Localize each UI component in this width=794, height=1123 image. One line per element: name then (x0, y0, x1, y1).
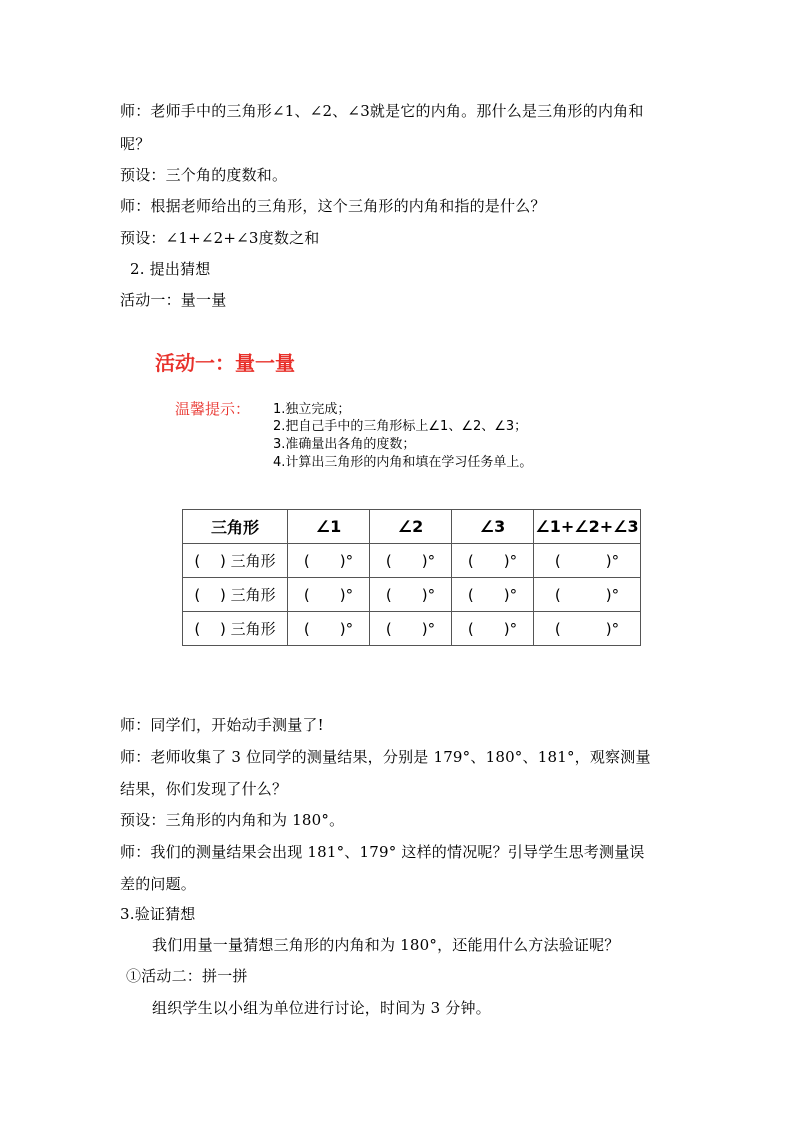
header-cell: ∠1 (288, 510, 370, 544)
tip-label: 温馨提示： (175, 400, 251, 418)
table-cell: ( )° (288, 612, 370, 646)
table-cell: ( )° (534, 612, 641, 646)
paragraph-line: 预设：三个角的度数和。 (120, 166, 288, 184)
table-cell: ( )° (534, 578, 641, 612)
paragraph-line: 组织学生以小组为单位进行讨论，时间为 3 分钟。 (152, 999, 491, 1017)
header-cell: 三角形 (183, 510, 288, 544)
paragraph-line: 预设：三角形的内角和为 180°。 (120, 811, 345, 829)
table-cell: ( )° (288, 578, 370, 612)
table-cell: ( ) 三角形 (183, 578, 288, 612)
paragraph-line: 师：老师收集了 3 位同学的测量结果，分别是 179°、180°、181°，观察测量 (120, 748, 651, 766)
table-header-row (183, 510, 641, 544)
header-cell: ∠1+∠2+∠3 (534, 510, 641, 544)
table-cell: ( )° (452, 578, 534, 612)
paragraph-line: 差的问题。 (120, 875, 197, 893)
table-row (183, 612, 641, 646)
table-cell: ( ) 三角形 (183, 544, 288, 578)
section-heading: 2. 提出猜想 (130, 260, 211, 278)
paragraph-line: 呢？ (120, 135, 151, 153)
table-row (183, 578, 641, 612)
table-cell: ( )° (370, 578, 452, 612)
table-cell: ( )° (288, 544, 370, 578)
header-cell: ∠2 (370, 510, 452, 544)
table-cell: ( )° (452, 612, 534, 646)
activity-heading: 活动一：量一量 (120, 291, 227, 309)
table-cell: ( )° (370, 612, 452, 646)
paragraph-line: 师：同学们，开始动手测量了! (120, 716, 324, 734)
table-cell: ( )° (534, 544, 641, 578)
paragraph-line: 师：根据老师给出的三角形，这个三角形的内角和指的是什么？ (120, 197, 546, 215)
section-heading: 3.验证猜想 (120, 905, 196, 923)
tip-item: 2.把自己手中的三角形标上∠1、∠2、∠3； (273, 419, 528, 434)
paragraph-line: 师：老师手中的三角形∠1、∠2、∠3就是它的内角。那什么是三角形的内角和 (120, 102, 644, 120)
header-cell: ∠3 (452, 510, 534, 544)
table-cell: ( ) 三角形 (183, 612, 288, 646)
tip-item: 3.准确量出各角的度数； (273, 437, 416, 452)
paragraph-line: 结果，你们发现了什么？ (120, 780, 288, 798)
measurement-table (182, 509, 641, 646)
table-row (183, 544, 641, 578)
slide-title: 活动一：量一量 (155, 351, 295, 375)
paragraph-line: 师：我们的测量结果会出现 181°、179° 这样的情况呢？引导学生思考测量误 (120, 843, 645, 861)
table-cell: ( )° (370, 544, 452, 578)
table-cell: ( )° (452, 544, 534, 578)
activity-heading: ①活动二：拼一拼 (126, 967, 248, 985)
tip-item: 4.计算出三角形的内角和填在学习任务单上。 (273, 455, 533, 470)
tip-item: 1.独立完成； (273, 402, 351, 417)
paragraph-line: 我们用量一量猜想三角形的内角和为 180°，还能用什么方法验证呢？ (152, 936, 620, 954)
paragraph-line: 预设：∠1+∠2+∠3度数之和 (120, 229, 320, 247)
